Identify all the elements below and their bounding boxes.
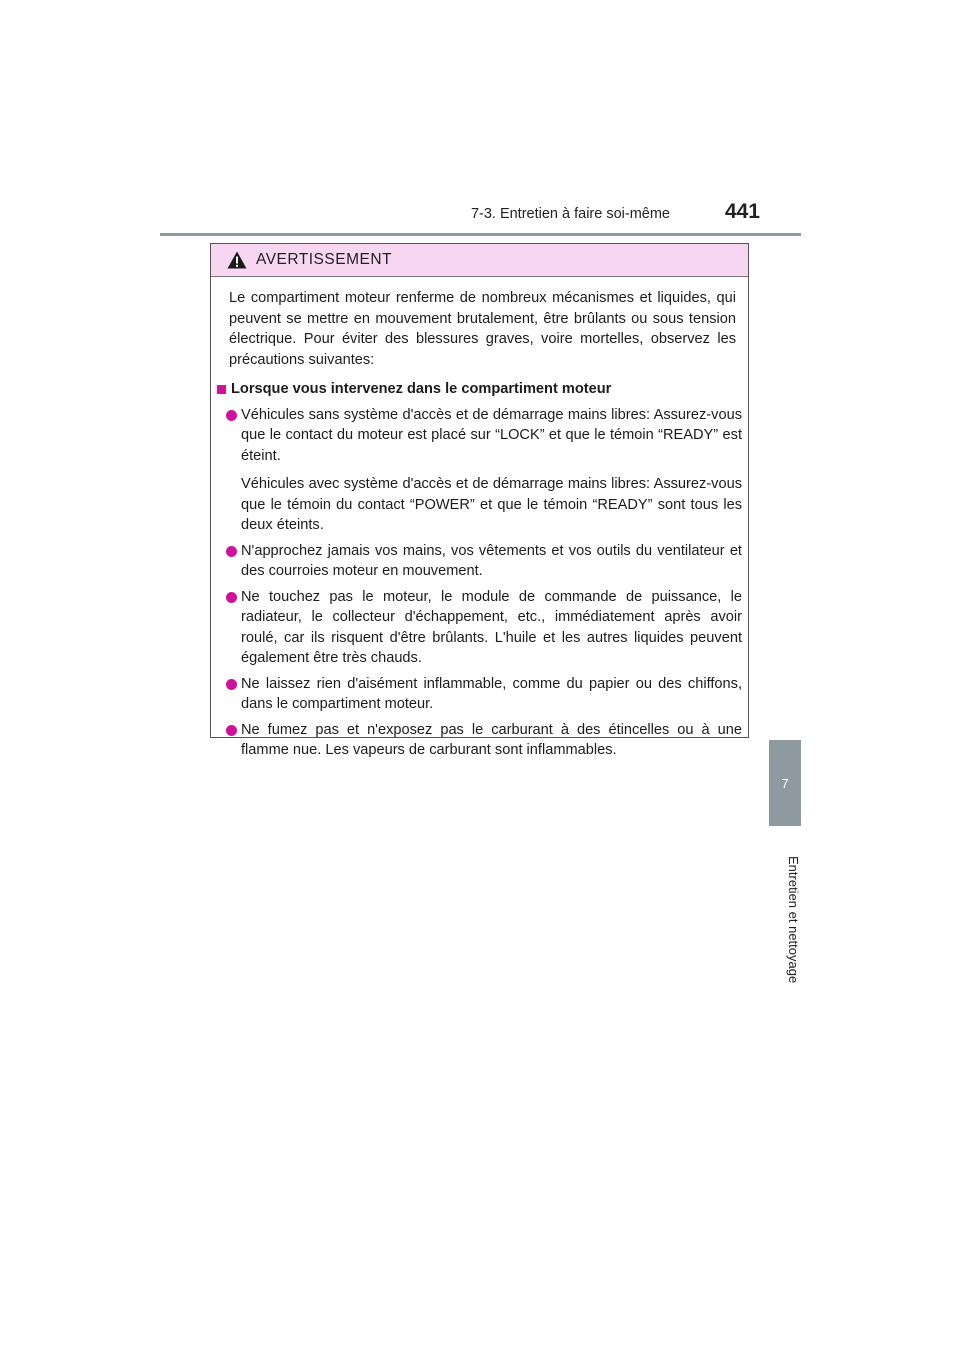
warning-header bbox=[211, 244, 748, 277]
list-item bbox=[229, 405, 742, 536]
warning-triangle-icon bbox=[227, 251, 247, 269]
list-item bbox=[229, 541, 742, 582]
chapter-tab bbox=[769, 740, 801, 826]
list-item-text: Véhicules sans système d'accès et de démarrage mains libres: Assurez-vous que le contact du moteur est placé sur “LOCK” et que le témoin “READY” est éteint. bbox=[241, 406, 742, 464]
list-item-text: Ne touchez pas le moteur, le module de commande de puissance, le radiateur, le collecteur d'échappement, etc., immédiatement après avoir roulé, car ils risquent d'être brûlants. L'huile et les autres liquides peuvent également être très chauds. bbox=[241, 588, 742, 666]
chapter-number: 7 bbox=[781, 775, 789, 791]
bullet-icon bbox=[226, 546, 237, 557]
warning-section-title: Lorsque vous intervenez dans le compartiment moteur bbox=[231, 381, 612, 397]
list-item bbox=[229, 720, 742, 761]
bullet-icon bbox=[226, 679, 237, 690]
warning-intro: Le compartiment moteur renferme de nombreux mécanismes et liquides, qui peuvent se mettre en mouvement brutalement, être brûlants ou sous tension électrique. Pour éviter des blessures graves, voire mortelles, observez les précautions suivantes: bbox=[229, 290, 736, 368]
chapter-label: Entretien et nettoyage bbox=[786, 856, 801, 984]
warning-title: AVERTISSEMENT bbox=[256, 251, 392, 268]
bullet-icon bbox=[226, 592, 237, 603]
bullet-icon bbox=[226, 725, 237, 736]
header-divider bbox=[160, 233, 801, 236]
list-item-text: Ne laissez rien d'aisément inflammable, comme du papier ou des chiffons, dans le compartiment moteur. bbox=[241, 675, 742, 712]
warning-section-heading bbox=[217, 379, 742, 400]
page-number: 441 bbox=[724, 200, 760, 223]
square-bullet-icon bbox=[217, 385, 226, 394]
warning-box bbox=[210, 243, 749, 758]
list-item-text: Ne fumez pas et n'exposez pas le carburant à des étincelles ou à une flamme nue. Les vapeurs de carburant sont inflammables. bbox=[241, 721, 742, 758]
list-item-text: N'approchez jamais vos mains, vos vêtements et vos outils du ventilateur et des courroies moteur en mouvement. bbox=[241, 542, 742, 579]
list-item bbox=[229, 587, 742, 669]
bullet-icon bbox=[226, 410, 237, 421]
warning-body bbox=[211, 277, 748, 761]
list-item bbox=[229, 674, 742, 715]
list-item-text: Véhicules avec système d'accès et de démarrage mains libres: Assurez-vous que le témoin du contact “POWER” et que le témoin “READY” sont tous les deux éteints. bbox=[241, 476, 742, 533]
section-title: 7-3. Entretien à faire soi-même bbox=[470, 206, 670, 222]
